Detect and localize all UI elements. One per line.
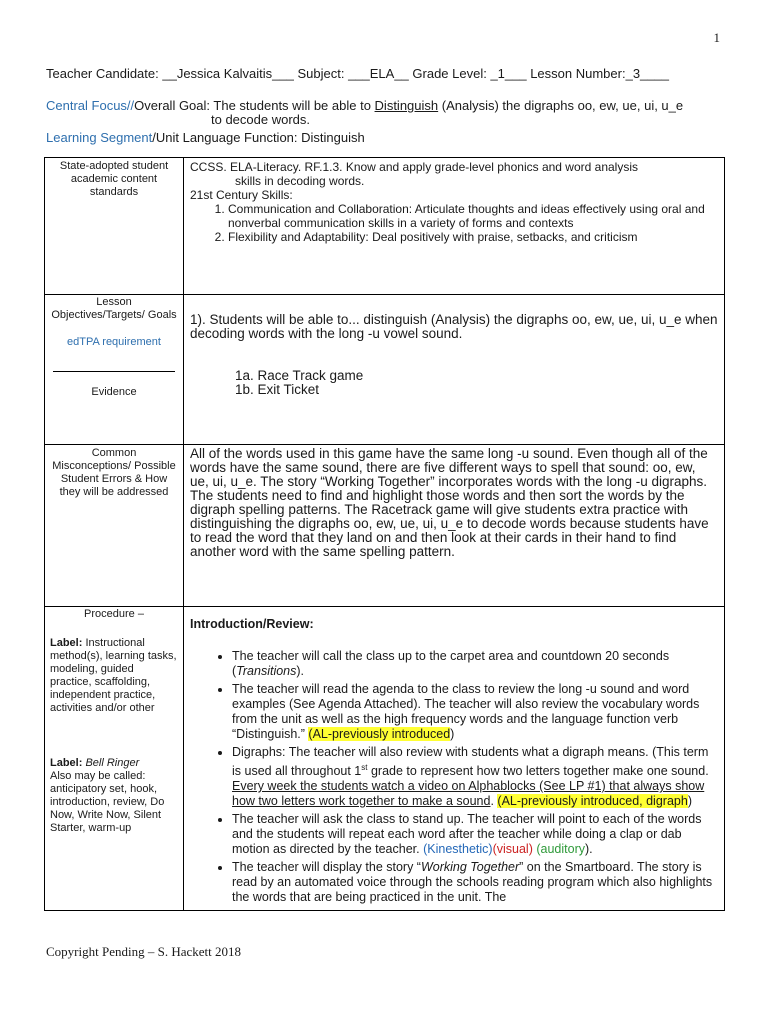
misconceptions-row bbox=[45, 445, 725, 607]
evidence-item: 1b. Exit Ticket bbox=[235, 382, 320, 397]
central-focus-text: Overall Goal: The students will be able to bbox=[134, 98, 375, 113]
objectives-label-cell bbox=[45, 295, 184, 445]
procedure-content bbox=[184, 607, 725, 911]
standards-row bbox=[45, 158, 725, 295]
visual-tag: (visual) bbox=[492, 842, 533, 857]
central-focus-keyword: Distinguish bbox=[374, 98, 439, 113]
procedure-row bbox=[45, 607, 725, 911]
learning-segment-label: Learning Segment bbox=[46, 130, 153, 145]
objectives-label: Lesson Objectives/Targets/ Goals bbox=[51, 296, 177, 321]
central-focus-label: Central Focus// bbox=[46, 98, 135, 113]
step-item: • The teacher will display the story “Working Together” on the Smartboard. The story is read by an automated voice through the schools reading program which also highlights the words that are being practiced in the unit. The bbox=[232, 860, 718, 905]
step-item: • Digraphs: The teacher will also review with students what a digraph means. (This term is used all throughout 1st grade to represent how two letters together make one sound. Every week the students watch a video on Alphablocks (See LP #1) that always show how two letters work together to make a sound. (AL-previously introduced, digraph) bbox=[232, 745, 718, 809]
ccss-line2: skills in decoding words. bbox=[235, 174, 365, 188]
learning-segment bbox=[46, 130, 365, 145]
auditory-tag: (auditory bbox=[536, 842, 585, 857]
objectives-row bbox=[45, 295, 725, 445]
central-focus-line2: to decode words. bbox=[211, 112, 311, 127]
page-number: 1 bbox=[713, 30, 720, 45]
label1-text: Instructional method(s), learning tasks, modeling, guided practice, scaffolding, independent practice, activities and/or other bbox=[50, 637, 177, 714]
kinesthetic-tag: (Kinesthetic) bbox=[423, 842, 493, 857]
skills-title: 21st Century Skills: bbox=[190, 188, 293, 202]
learning-segment-text: /Unit Language Function: Distinguish bbox=[152, 130, 365, 145]
objectives-content bbox=[184, 295, 725, 445]
procedure-label2 bbox=[50, 757, 178, 835]
central-focus bbox=[46, 98, 683, 113]
procedure-label1 bbox=[50, 637, 178, 715]
misconceptions-label: Common Misconceptions/ Possible Student Errors & How they will be addressed bbox=[45, 445, 184, 607]
al-highlight: (AL-previously introduced, digraph bbox=[497, 794, 688, 809]
al-highlight: (AL-previously introduced bbox=[308, 727, 451, 741]
procedure-label-cell bbox=[45, 607, 184, 911]
step-item: • The teacher will ask the class to stand up. The teacher will point to each of the words and the students will repeat each word after the teacher while doing a clap or dab motion as directed by the teacher. (Kinesthetic)(visual) (auditory). bbox=[232, 812, 718, 857]
label2-bold: Label: bbox=[50, 757, 83, 769]
skills-list bbox=[190, 202, 718, 244]
evidence-label: Evidence bbox=[91, 386, 137, 398]
skill-item: 1. Communication and Collaboration: Articulate thoughts and ideas effectively using oral and nonverbal communication skills in a variety of forms and contexts bbox=[228, 202, 718, 230]
standards-label: State-adopted student academic content standards bbox=[45, 158, 184, 295]
step-item: • The teacher will read the agenda to the class to review the long -u sound and word examples (See Agenda Attached). The teacher will also review the vocabulary words from the unit as well as the high frequency words and the language function verb “Distinguish.” (AL-previously introduced) bbox=[232, 682, 718, 742]
step-item: • The teacher will call the class up to the carpet area and countdown 20 seconds (Transitions). bbox=[232, 649, 718, 679]
teacher-info-line: Teacher Candidate: __Jessica Kalvaitis___ Subject: ___ELA__ Grade Level: _1___ Lesson Number:_3____ bbox=[46, 66, 669, 81]
lesson-plan-table bbox=[44, 157, 725, 911]
misconceptions-text: All of the words used in this game have the same long -u sound. Even though all of the words have the same sound, there are five different ways to spell that sound: oo, ew, ue, ui, u_e. The story “Working Together” incorporates words with the long -u digraphs. The students need to find and highlight those words and then sort the words by the digraph spelling patterns. The Racetrack game will give students extra practice with distinguishing the digraphs oo, ew, ue, ui, u_e to decode words because students have to read the word that they land on and then look at their cards in their hand to find another word with the same spelling pattern. bbox=[184, 445, 725, 607]
central-focus-rest: (Analysis) the digraphs oo, ew, ue, ui, u_e bbox=[438, 98, 684, 113]
procedure-steps bbox=[190, 649, 718, 905]
objective-text: 1). Students will be able to... distinguish (Analysis) the digraphs oo, ew, ue, ui, u_e when decoding words with the long -u vowel sound. bbox=[190, 312, 718, 341]
edtpa-requirement: edTPA requirement bbox=[67, 336, 161, 348]
label2-italic: Bell Ringer bbox=[85, 757, 140, 769]
ccss-line1: CCSS. ELA-Literacy. RF.1.3. Know and apply grade-level phonics and word analysis bbox=[190, 160, 639, 174]
procedure-title: Procedure – bbox=[84, 608, 144, 620]
divider bbox=[53, 371, 175, 372]
label2-text: Also may be called: anticipatory set, hook, introduction, review, Do Now, Write Now, Silent Starter, warm-up bbox=[50, 770, 165, 834]
label1-bold: Label: bbox=[50, 637, 83, 649]
intro-review-heading: Introduction/Review: bbox=[190, 617, 314, 631]
standards-content bbox=[184, 158, 725, 295]
copyright-footer: Copyright Pending – S. Hackett 2018 bbox=[46, 944, 241, 959]
evidence-list bbox=[190, 369, 718, 397]
evidence-item: 1a. Race Track game bbox=[235, 368, 364, 383]
skill-item: 2. Flexibility and Adaptability: Deal positively with praise, setbacks, and criticism bbox=[228, 230, 718, 244]
